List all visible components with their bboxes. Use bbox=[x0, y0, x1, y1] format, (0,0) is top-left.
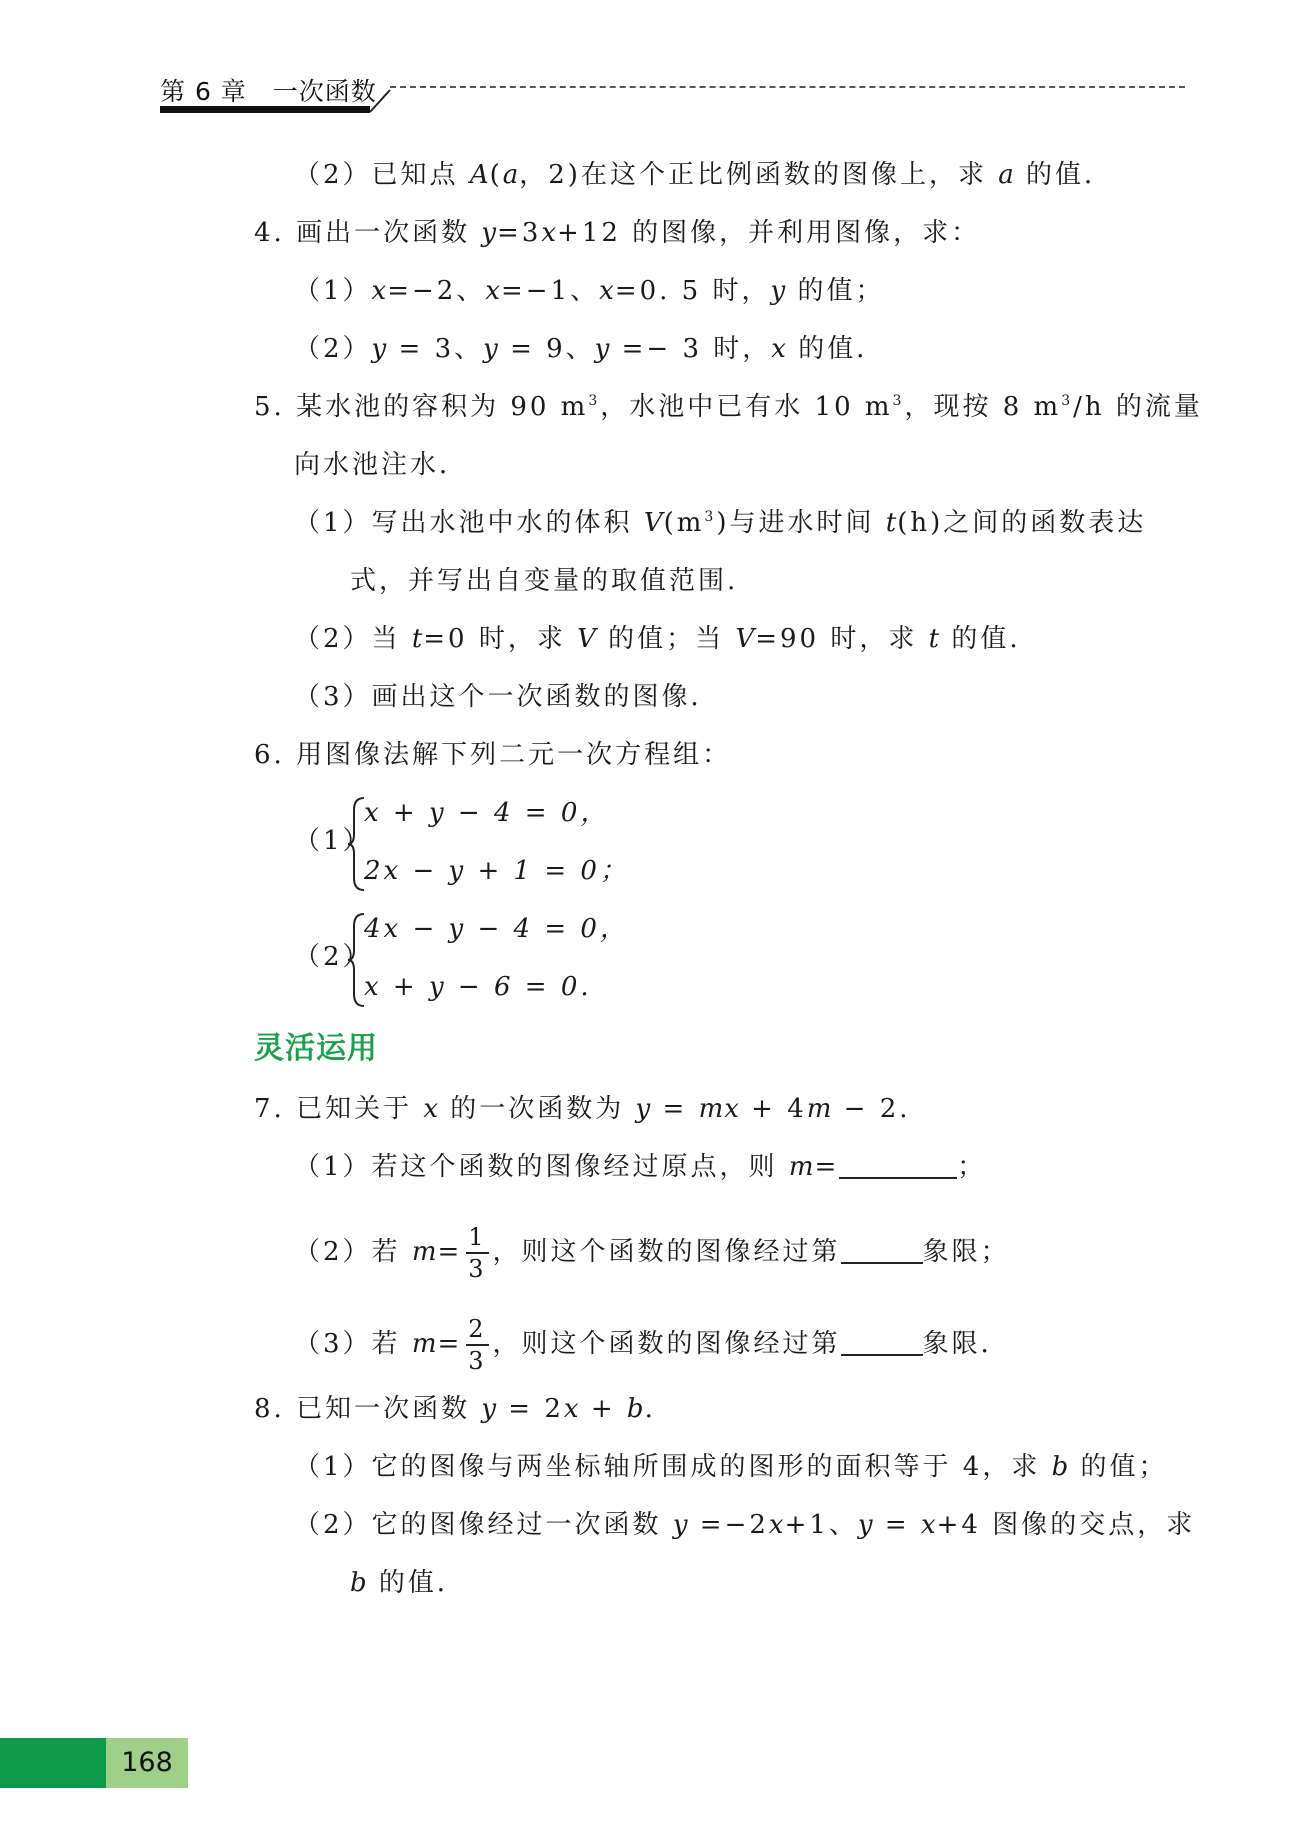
q5-stem: 5. 某水池的容积为 90 $m^3$，水池中已有水 10 $m^3$，现按 8 $m^3/h$ 的流量 bbox=[254, 392, 1203, 422]
header-underline-bar bbox=[160, 106, 370, 113]
q8-part2-line2: b 的值． bbox=[350, 1568, 466, 1598]
q6-system1-eq2: 2x − y + 1 = 0； bbox=[364, 856, 629, 886]
q6-system1-label: （1） bbox=[294, 826, 372, 856]
header-dashed-rule bbox=[390, 86, 1185, 88]
q8-part2: （2）它的图像经过一次函数 y =−2x+1、y = x+4 图像的交点，求 bbox=[294, 1510, 1196, 1540]
q7-part2: （2）若 m= $\frac{1}{3}$ ，则这个函数的图像经过第 象限； bbox=[294, 1223, 1010, 1283]
page-number: 168 bbox=[121, 1747, 173, 1778]
q6-system1-eq1: x + y − 4 = 0， bbox=[364, 798, 610, 828]
q5-part1: （1）写出水池中水的体积 $V(m^3)$与进水时间 t(h)之间的函数表达 bbox=[294, 508, 1147, 538]
section-heading: 灵活运用 bbox=[254, 1031, 378, 1066]
q6-system2-eq2: x + y − 6 = 0. bbox=[364, 972, 592, 1002]
page-header bbox=[160, 70, 1185, 120]
chapter-title: 第 6 章 一次函数 bbox=[160, 77, 377, 106]
q6-stem: 6. 用图像法解下列二元一次方程组： bbox=[254, 740, 732, 770]
q3-part2: （2）已知点 A(a，2)在这个正比例函数的图像上，求 a 的值． bbox=[294, 160, 1113, 190]
q7-stem: 7. 已知关于 x 的一次函数为 y = mx + 4m − 2. bbox=[254, 1094, 911, 1124]
footer-color-bar bbox=[0, 1738, 106, 1788]
header-slash-icon bbox=[366, 84, 396, 114]
q5-part1-line2: 式，并写出自变量的取值范围. bbox=[350, 566, 739, 596]
q5-part3: （3）画出这个一次函数的图像． bbox=[294, 682, 720, 712]
q8-stem: 8. 已知一次函数 y = 2x + b. bbox=[254, 1394, 656, 1424]
fraction: $\frac{1}{3}$ bbox=[468, 1223, 487, 1283]
q4-part2: （2）y = 3、y = 9、y =− 3 时，x 的值． bbox=[294, 334, 886, 364]
q7-part3: （3）若 m= $\frac{2}{3}$ ，则这个函数的图像经过第 象限． bbox=[294, 1315, 1010, 1375]
q5-stem-line2: 向水池注水． bbox=[294, 450, 469, 480]
q7-part1: （1）若这个函数的图像经过原点，则 m= ； bbox=[294, 1152, 987, 1182]
q6-system2-label: （2） bbox=[294, 942, 372, 972]
q5-part2: （2）当 t=0 时，求 V 的值；当 V=90 时，求 t 的值. bbox=[294, 624, 1021, 654]
answer-blank[interactable] bbox=[841, 1236, 923, 1264]
q8-part1: （1）它的图像与两坐标轴所围成的图形的面积等于 4，求 b 的值； bbox=[294, 1452, 1168, 1482]
answer-blank[interactable] bbox=[841, 1328, 923, 1356]
q4-part1: （1）x=−2、x=−1、x=0. 5 时，y 的值； bbox=[294, 276, 885, 306]
fraction: $\frac{2}{3}$ bbox=[468, 1315, 487, 1375]
q4-stem: 4. 画出一次函数 y=3x+12 的图像，并利用图像，求： bbox=[254, 218, 981, 248]
answer-blank[interactable] bbox=[839, 1151, 957, 1179]
q6-system2-eq1: 4x − y − 4 = 0， bbox=[364, 914, 629, 944]
